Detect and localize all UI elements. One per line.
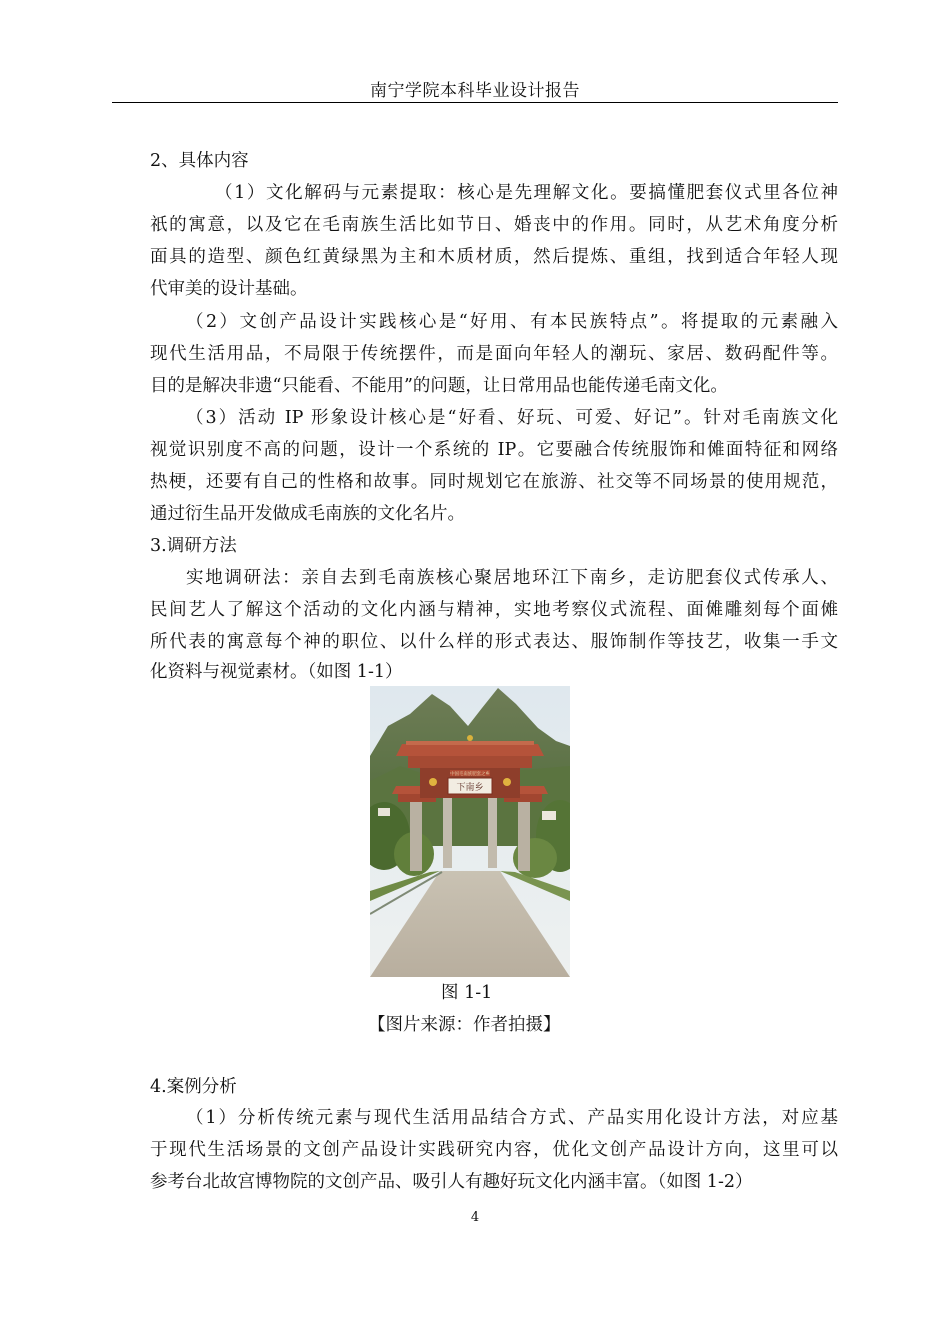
gate-sign-text: 下南乡 [456, 783, 484, 793]
paragraph-line: 祇的寓意，以及它在毛南族生活比如节日、婚丧中的作用。同时，从艺术角度分析 [150, 215, 838, 235]
village-gate-photo [370, 686, 570, 977]
paragraph-line: （2）文创产品设计实践核心是“好用、有本民族特点”。将提取的元素融入 [186, 312, 838, 332]
paragraph-line: 民间艺人了解这个活动的文化内涵与精神，实地考察仪式流程、面傩雕刻每个面傩 [150, 600, 838, 620]
paragraph-line: 代审美的设计基础。 [150, 279, 308, 299]
gate-inscription: 中国毛南族肥套之乡 [450, 772, 490, 777]
paragraph-line: 实地调研法：亲自去到毛南族核心聚居地环江下南乡，走访肥套仪式传承人、 [186, 568, 838, 588]
section-heading: 3.调研方法 [150, 536, 237, 556]
header-rule [112, 102, 838, 103]
paragraph-line: 视觉识别度不高的问题，设计一个系统的 IP。它要融合传统服饰和傩面特征和网络 [150, 440, 838, 460]
paragraph-line: 参考台北故宫博物院的文创产品、吸引人有趣好玩文化内涵丰富。（如图 1-2） [150, 1172, 753, 1192]
paragraph-line: （3）活动 IP 形象设计核心是“好看、好玩、可爱、好记”。针对毛南族文化 [186, 408, 838, 428]
paragraph-line: （1）文化解码与元素提取：核心是先理解文化。要搞懂肥套仪式里各位神 [215, 183, 838, 203]
section-heading: 2、具体内容 [150, 151, 249, 171]
paragraph-line: 热梗，还要有自己的性格和故事。同时规划它在旅游、社交等不同场景的使用规范， [150, 472, 838, 492]
paragraph-line: 化资料与视觉素材。（如图 1-1） [150, 662, 403, 682]
paragraph-line: 所代表的寓意每个神的职位、以什么样的形式表达、服饰制作等技艺，收集一手文 [150, 632, 838, 652]
page-number: 4 [470, 1210, 480, 1225]
page-header-title: 南宁学院本科毕业设计报告 [370, 81, 580, 101]
paragraph-line: 通过衍生品开发做成毛南族的文化名片。 [150, 504, 465, 524]
paragraph-line: 目的是解决非遗“只能看、不能用”的问题，让日常用品也能传递毛南文化。 [150, 376, 728, 396]
paragraph-line: 面具的造型、颜色红黄绿黑为主和木质材质，然后提炼、重组，找到适合年轻人现 [150, 247, 838, 267]
figure-caption: 图 1-1 [441, 983, 493, 1003]
paragraph-line: 于现代生活场景的文创产品设计实践研究内容，优化文创产品设计方向，这里可以 [150, 1140, 838, 1160]
paragraph-line: （1）分析传统元素与现代生活用品结合方式、产品实用化设计方法，对应基 [186, 1108, 838, 1128]
section-heading: 4.案例分析 [150, 1077, 237, 1097]
paragraph-line: 现代生活用品，不局限于传统摆件，而是面向年轻人的潮玩、家居、数码配件等。 [150, 344, 838, 364]
figure-source: 【图片来源：作者拍摄】 [368, 1015, 561, 1035]
